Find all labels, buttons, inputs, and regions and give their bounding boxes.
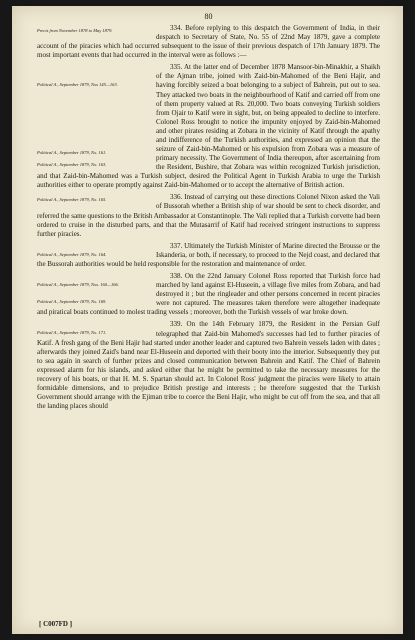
paragraph-338: [37, 272, 380, 317]
print-code: [ C007FD ]: [39, 620, 73, 628]
page-content: [37, 12, 380, 414]
paragraph-335: [37, 63, 380, 190]
paragraph-334: [37, 24, 380, 60]
marginal-note: Political A., September 1879, No. 161.: [37, 150, 107, 156]
paragraph-text: 335. At the latter end of December 1878 Mansoor-bin-Minakhir, a Shaikh of the Ajman tribe, joined with Zaid-bin-Mahomed of the Beni Hajir, and having forcibly seized a boat belonging to a subject of Bahrein, put out to sea. They attacked two boats in the neighbourhood of Katif and carried off from one of them property valued at Rs. 20,000. Two boats conveying Turkish soldiers from Ojair to Katif were in sight, but, on being appealed to decline to interfere. Colonel Ross brought to notice the impunity enjoyed by Zaid-bin-Mahomed and other pirates residing at Zobara in the vicinity of Katif through the apathy and indifference of the Turkish authorities, and expressed an opinion that the seizure of Zaid-bin-Mahomed or his expulsion from Zobara was a measure of primary necessity. The Government of India thereupon, after ascertaining from the Resident, Bushire, that Zobara was within recognized Turkish jurisdiction, and that Zaid-bin-Mahomed was a Turkish subject, desired the Political Agent in Turkish Arabia to urge the Turkish authorities either to operate promptly against Zaid-bin-Mahomed or to accept the alternative of British action.: [37, 63, 380, 190]
paragraph-text: 337. Ultimately the Turkish Minister of Marine directed the Brousse or the Iskanderia, or both, if necessary, to proceed to the Nejd coast, and declared that the Bussorah authorities would be held responsible for the restoration and maintenance of order.: [37, 241, 380, 268]
marginal-note: Political A., September 1879, Nos 145—163.: [37, 82, 118, 88]
paragraph-text: 336. Instead of carrying out these directions Colonel Nixon asked the Vali of Bussorah whether a British ship of war should be sent to check disorder, and referred the same questions to the British Ambassador at Constantinople. The Vali replied that a Turkish corvette had been ordered to cruise in the disturbed parts, and that the Mutasarrif of Katif had received stringent instructions to suppress further piracies.: [37, 193, 380, 238]
marginal-note: Political A., September 1879, No. 163.: [37, 162, 107, 168]
paragraph-337: [37, 242, 380, 269]
paragraph-text: 338. On the 22nd January Colonel Ross reported that Turkish force had marched by land against El-Huseein, a village five miles from Zobara, and had destroyed it ; but the ringleader and other persons concerned in recent piracies were not captured. The measures taken therefore were altogether inadequate and piratical boats continued to molest trading vessels ; moreover, both the Turkish vessels of war broke down.: [37, 272, 380, 317]
page-number: 80: [204, 12, 213, 21]
marginal-note: Political A., September 1879, No. 164.: [37, 251, 107, 257]
marginal-note: Political A., September 1879, No. 169.: [37, 299, 107, 305]
document-page: [12, 6, 403, 634]
paragraph-text: 339. On the 14th February 1879, the Resident in the Persian Gulf telegraphed that Zaid-bin Mahomed's successes had led to further piracies of Katif. A fresh gang of the Beni Hajir had started under another leader and captured two Bahrein vessels laden with dates ; afterwards they joined Zaid's band near El-Huseein and deported with their booty into the interior. Subsequently they put to sea again in search of further prizes and closed communication between Bahrein and Katif. The Chief of Bahrein expressed alarm for his islands, and asked either that he might be permitted to take the necessary measures for the recovery of his boats, or that H. M. S. Spartan should act. In Colonel Ross' judgment the piracies were likely to attain formidable dimensions, and to prejudice British prestige and interests ; he therefore suggested that the Turkish Government should arrange with the Ejiman tribe to coerce the Beni Hajir, who might be cut off from the sea, and that all the landing places should: [37, 320, 380, 411]
paragraph-339: [37, 320, 380, 411]
paragraph-text: 334. Before replying to this despatch the Government of India, in their despatch to Secretary of State, No. 55 of 22nd May 1879, gave a complete account of the piracies which had occurred subsequent to the issue of their previous despatch of 17th January 1879. The most important events that had occurred in the interval were as follows :—: [37, 24, 380, 60]
marginal-note: Political A., September 1879, No. 171.: [37, 330, 107, 336]
marginal-note: Political A., September 1879, Nos. 160—166.: [37, 282, 119, 288]
paragraph-336: [37, 193, 380, 238]
marginal-note: Political A., September 1879, No. 165.: [37, 197, 107, 203]
marginal-note: Precis from November 1878 to May 1879.: [37, 28, 113, 33]
